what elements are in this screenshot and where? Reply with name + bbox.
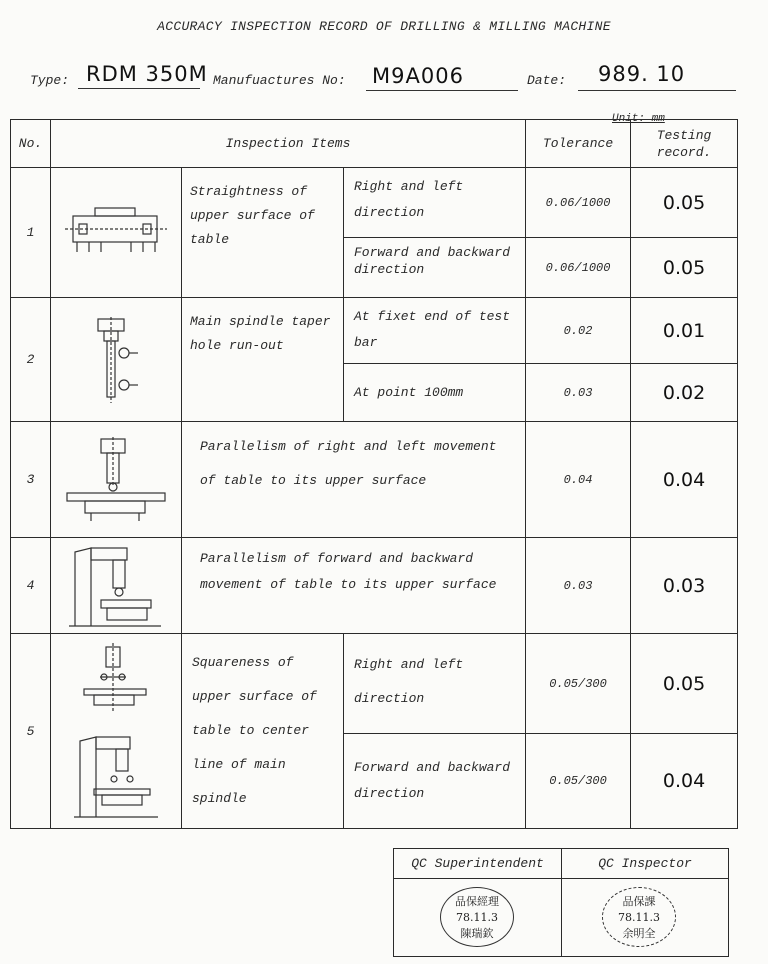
qc-inspector-label: QC Inspector [562, 849, 729, 879]
header-tolerance: Tolerance [526, 120, 631, 168]
table-row [11, 422, 738, 538]
spindle-runout-diagram-icon [51, 298, 182, 422]
sub-item: Forward and backward direction [344, 238, 526, 298]
record-value: 0.05 [631, 238, 738, 298]
squareness-diagram-icon [51, 634, 182, 829]
sub-item: At point 100mm [344, 364, 526, 422]
tolerance-value: 0.05/300 [526, 734, 631, 829]
tolerance-value: 0.06/1000 [526, 168, 631, 238]
record-value: 0.03 [631, 538, 738, 634]
inspection-item: Parallelism of right and left movement of table to its upper surface [182, 422, 526, 538]
stamp-date: 78.11.3 [456, 911, 498, 924]
sub-item: Right and left direction [344, 634, 526, 734]
type-value: RDM 350M [86, 62, 208, 86]
header-inspection-items: Inspection Items [51, 120, 526, 168]
document-title: ACCURACY INSPECTION RECORD OF DRILLING & MILLING MACHINE [157, 19, 611, 34]
inspector-stamp [602, 887, 676, 947]
table-parallelism-lr-diagram-icon [51, 422, 182, 538]
type-label: Type: [30, 73, 70, 88]
row-number: 1 [11, 168, 51, 298]
manufacture-label: Manufuactures No: [213, 73, 346, 88]
header-no: No. [11, 120, 51, 168]
date-value: 989. 10 [598, 62, 686, 86]
table-row [11, 634, 738, 734]
table-row [11, 168, 738, 238]
tolerance-value: 0.03 [526, 364, 631, 422]
date-label: Date: [527, 73, 567, 88]
table-row [11, 538, 738, 634]
row-number: 4 [11, 538, 51, 634]
stamp-title: 品保經理 [455, 895, 499, 908]
inspection-table [10, 119, 738, 829]
inspection-item: Straightness of upper surface of table [182, 168, 344, 298]
table-header-row [11, 120, 738, 168]
sub-item: Right and left direction [344, 168, 526, 238]
record-value: 0.04 [631, 422, 738, 538]
signature-table [393, 848, 729, 957]
superintendent-signature-cell [394, 879, 562, 957]
tolerance-value: 0.02 [526, 298, 631, 364]
stamp-title: 品保課 [622, 895, 656, 908]
superintendent-stamp [440, 887, 514, 947]
qc-superintendent-label: QC Superintendent [394, 849, 562, 879]
inspection-item: Parallelism of forward and backward movement of table to its upper surface [182, 538, 526, 634]
unit-label: Unit: mm [612, 113, 665, 125]
stamp-name: 陳瑞欽 [460, 927, 494, 940]
tolerance-value: 0.04 [526, 422, 631, 538]
tolerance-value: 0.06/1000 [526, 238, 631, 298]
row-number: 2 [11, 298, 51, 422]
record-value: 0.02 [631, 364, 738, 422]
manufacture-value: M9A006 [372, 64, 464, 88]
table-row [11, 298, 738, 364]
table-parallelism-fb-diagram-icon [51, 538, 182, 634]
tolerance-value: 0.03 [526, 538, 631, 634]
stamp-name: 余明全 [622, 927, 656, 940]
record-value: 0.01 [631, 298, 738, 364]
sub-item: Forward and backward direction [344, 734, 526, 829]
row-number: 3 [11, 422, 51, 538]
inspection-item: Main spindle taper hole run-out [182, 298, 344, 422]
record-value: 0.05 [631, 168, 738, 238]
header-testing-record: Testing record. [631, 120, 738, 168]
table-straightness-diagram-icon [51, 168, 182, 298]
sub-item: At fixet end of test bar [344, 298, 526, 364]
record-value: 0.04 [631, 734, 738, 829]
tolerance-value: 0.05/300 [526, 634, 631, 734]
record-value: 0.05 [631, 634, 738, 734]
row-number: 5 [11, 634, 51, 829]
inspection-item: Squareness of upper surface of table to center line of main spindle [182, 634, 344, 829]
inspector-signature-cell [562, 879, 729, 957]
stamp-date: 78.11.3 [618, 911, 660, 924]
